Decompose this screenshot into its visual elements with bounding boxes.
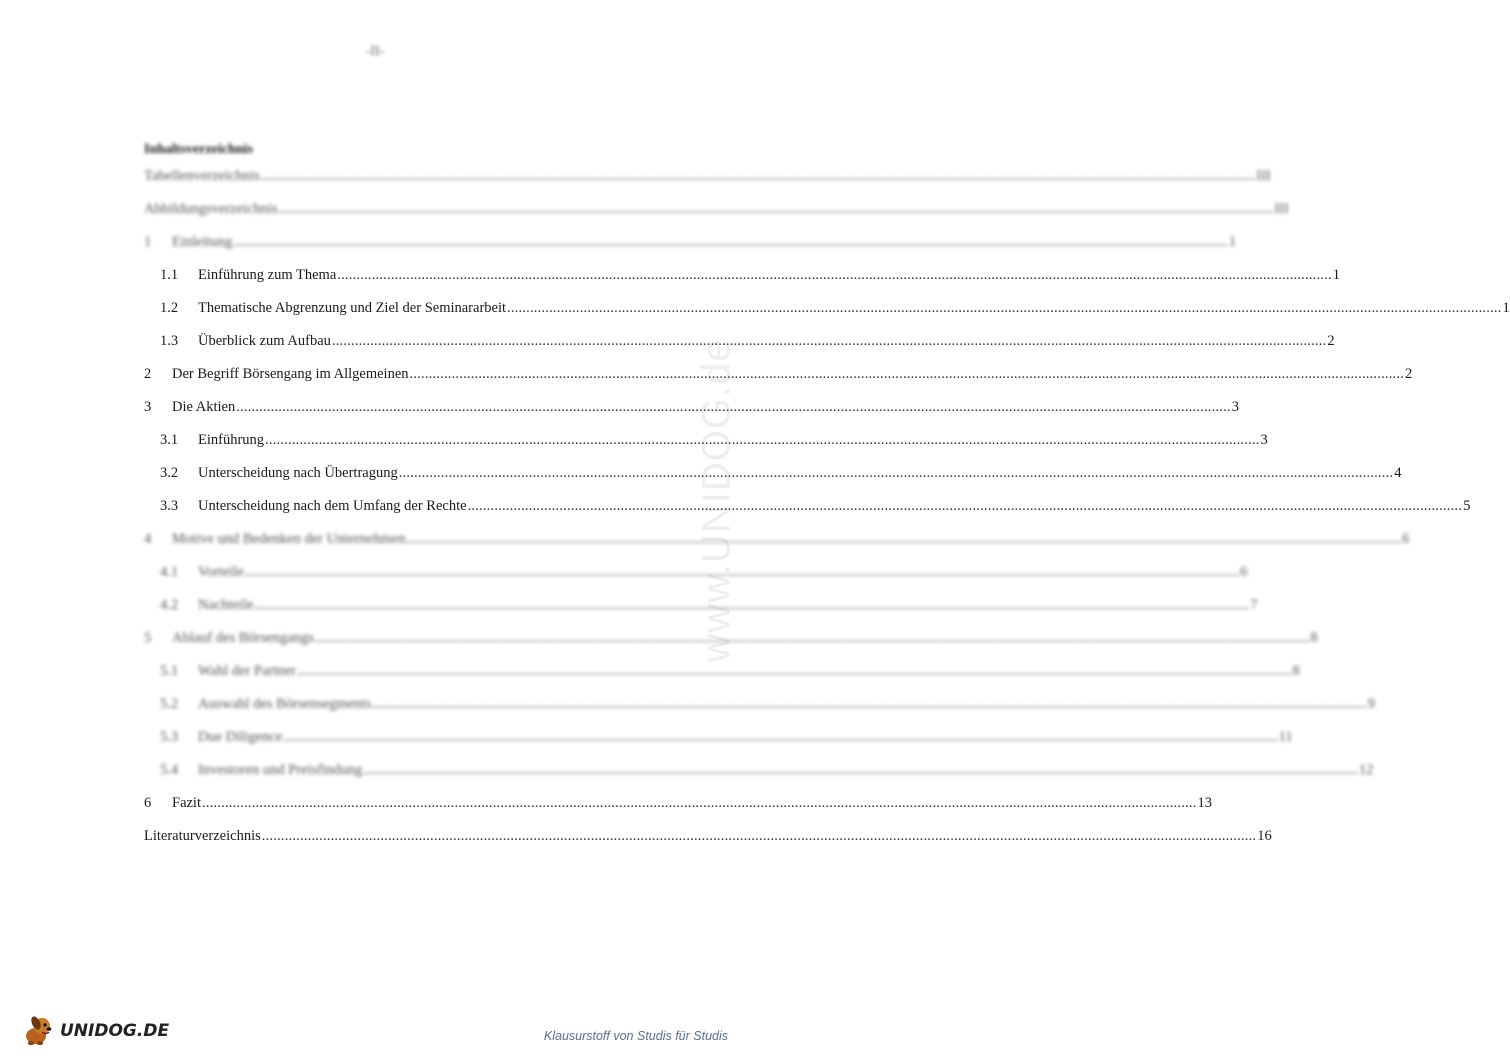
dot-leader: .................................................................................................................................................................................................................................................................... xyxy=(406,531,1402,547)
toc-entry-title: Thematische Abgrenzung und Ziel der Seminararbeit xyxy=(198,300,507,316)
toc-entry-number: 3.3 xyxy=(160,498,179,514)
toc-entry-page: 11 xyxy=(1278,729,1293,745)
toc-entry-title: Unterscheidung nach dem Umfang der Rechte xyxy=(198,498,467,514)
toc-entry[interactable] xyxy=(144,589,1258,622)
toc-entry-title: Unterscheidung nach Übertragung xyxy=(198,465,398,481)
dot-leader: .................................................................................................................................................................................................................................................................... xyxy=(283,729,1278,745)
toc-entry[interactable] xyxy=(144,787,1212,820)
toc-entry-title: Due Diligence xyxy=(198,729,283,745)
toc-entry-number: 4 xyxy=(144,531,152,547)
toc-entry-number: 4.2 xyxy=(160,597,179,613)
toc-entry-number: 1.1 xyxy=(160,267,179,283)
toc-entry[interactable] xyxy=(144,292,1510,325)
toc-entry-page: 4 xyxy=(1394,465,1402,481)
toc-entry-number: 5.1 xyxy=(160,663,179,679)
dot-leader: .................................................................................................................................................................................................................................................................... xyxy=(260,168,1256,184)
toc-entry[interactable] xyxy=(144,622,1318,655)
toc-heading: Inhaltsverzeichnis xyxy=(144,142,253,157)
toc-entry-page: 2 xyxy=(1405,366,1413,382)
toc-entry[interactable] xyxy=(144,688,1375,721)
toc-entry-page: III xyxy=(1256,168,1271,184)
dot-leader: .................................................................................................................................................................................................................................................................... xyxy=(233,234,1228,250)
toc-entry-title: Einführung zum Thema xyxy=(198,267,337,283)
toc-entry-page: 1 xyxy=(1502,300,1510,316)
toc-entry-page: 1 xyxy=(1228,234,1237,250)
dot-leader: .................................................................................................................................................................................................................................................................... xyxy=(398,465,1394,481)
dot-leader: .................................................................................................................................................................................................................................................................... xyxy=(363,762,1358,778)
toc-entry-page: 3 xyxy=(1260,432,1268,448)
logo-text: UNIDOG.DE xyxy=(60,1021,170,1041)
toc-entry-title: Motive und Bedenken der Unternehmen xyxy=(172,531,406,547)
dot-leader: .................................................................................................................................................................................................................................................................... xyxy=(296,663,1292,679)
toc-entry-page: 2 xyxy=(1327,333,1335,349)
toc-entry[interactable] xyxy=(144,490,1471,523)
dot-leader: .................................................................................................................................................................................................................................................................... xyxy=(507,300,1502,316)
toc-entry-title: Die Aktien xyxy=(172,399,236,415)
toc-entry-page: 13 xyxy=(1197,795,1212,811)
toc-entry[interactable] xyxy=(144,424,1268,457)
toc-entry-number: 6 xyxy=(144,795,152,811)
toc-entry[interactable] xyxy=(144,655,1300,688)
toc-entry-title: Der Begriff Börsengang im Allgemeinen xyxy=(172,366,409,382)
toc-entry[interactable] xyxy=(144,457,1402,490)
dot-leader: .................................................................................................................................................................................................................................................................... xyxy=(265,432,1260,448)
toc-entry-number: 1.2 xyxy=(160,300,179,316)
toc-entry-title: Tabellenverzeichnis xyxy=(144,168,260,184)
dot-leader: .................................................................................................................................................................................................................................................................... xyxy=(254,597,1250,613)
toc-entry-title: Ablauf des Börsengangs xyxy=(172,630,314,646)
dot-leader: .................................................................................................................................................................................................................................................................... xyxy=(467,498,1463,514)
toc-entry[interactable] xyxy=(144,226,1237,259)
unidog-logo[interactable] xyxy=(22,1013,169,1049)
dot-leader: .................................................................................................................................................................................................................................................................... xyxy=(202,795,1197,811)
toc-entry-page: 6 xyxy=(1402,531,1410,547)
toc-entry-number: 3 xyxy=(144,399,152,415)
toc-entry[interactable] xyxy=(144,259,1341,292)
toc-entry[interactable] xyxy=(144,358,1413,391)
toc-entry-page: 8 xyxy=(1310,630,1318,646)
toc-entry-number: 2 xyxy=(144,366,152,382)
toc-entry-page: 1 xyxy=(1332,267,1341,283)
toc-entry[interactable] xyxy=(144,721,1293,754)
toc-entry-number: 3.1 xyxy=(160,432,179,448)
dot-leader: .................................................................................................................................................................................................................................................................... xyxy=(331,333,1327,349)
toc-entry-page: III xyxy=(1274,201,1289,217)
toc-entry[interactable] xyxy=(144,325,1335,358)
toc-entry[interactable] xyxy=(144,160,1271,193)
toc-entry-title: Überblick zum Aufbau xyxy=(198,333,331,349)
dot-leader: .................................................................................................................................................................................................................................................................... xyxy=(409,366,1405,382)
toc-entry-title: Fazit xyxy=(172,795,201,811)
toc-entry-page: 3 xyxy=(1231,399,1239,415)
dot-leader: .................................................................................................................................................................................................................................................................... xyxy=(261,828,1257,844)
toc-entry[interactable] xyxy=(144,193,1289,226)
toc-entry-number: 1.3 xyxy=(160,333,179,349)
toc-entry-title: Nachteile xyxy=(198,597,254,613)
toc-entry-number: 5.2 xyxy=(160,696,179,712)
toc-entry-title: Vorteile xyxy=(198,564,244,580)
dot-leader: .................................................................................................................................................................................................................................................................... xyxy=(372,696,1367,712)
dot-leader: .................................................................................................................................................................................................................................................................... xyxy=(236,399,1231,415)
toc-entry[interactable] xyxy=(144,754,1374,787)
toc-entry-title: Einführung xyxy=(198,432,265,448)
dot-leader: .................................................................................................................................................................................................................................................................... xyxy=(278,201,1274,217)
dot-leader: .................................................................................................................................................................................................................................................................... xyxy=(337,267,1332,283)
toc-entry-page: 8 xyxy=(1292,663,1300,679)
dot-leader: .................................................................................................................................................................................................................................................................... xyxy=(314,630,1310,646)
footer-tagline: Klausurstoff von Studis für Studis xyxy=(543,1029,728,1043)
toc-entry-title: Wahl der Partner xyxy=(198,663,296,679)
page-number: -II- xyxy=(365,44,385,59)
toc-entry-number: 4.1 xyxy=(160,564,179,580)
toc-entry-page: 6 xyxy=(1240,564,1248,580)
toc-entry-title: Einleitung xyxy=(172,234,233,250)
dog-mascot-icon xyxy=(22,1014,56,1048)
toc-entry-title: Investoren und Preisfindung xyxy=(198,762,363,778)
toc-entry[interactable] xyxy=(144,523,1410,556)
toc-entry-number: 5 xyxy=(144,630,152,646)
watermark-text: www.UNIDOG.de xyxy=(694,337,739,663)
toc-entry[interactable] xyxy=(144,391,1239,424)
toc-entry-number: 5.4 xyxy=(160,762,179,778)
toc-entry-page: 7 xyxy=(1250,597,1258,613)
toc-entry-title: Auswahl des Börsensegments xyxy=(198,696,372,712)
toc-entry-number: 3.2 xyxy=(160,465,179,481)
toc-entry-title: Literaturverzeichnis xyxy=(144,828,261,844)
toc-entry-page: 12 xyxy=(1358,762,1374,778)
toc-entry[interactable] xyxy=(144,556,1248,589)
toc-entry-page: 5 xyxy=(1463,498,1471,514)
toc-entry[interactable] xyxy=(144,820,1272,853)
toc-entry-title: Abbildungsverzeichnis xyxy=(144,201,278,217)
toc-entry-number: 5.3 xyxy=(160,729,179,745)
toc-entry-number: 1 xyxy=(144,234,152,250)
toc-entry-page: 9 xyxy=(1367,696,1375,712)
dot-leader: .................................................................................................................................................................................................................................................................... xyxy=(244,564,1240,580)
toc-entry-page: 16 xyxy=(1257,828,1272,844)
